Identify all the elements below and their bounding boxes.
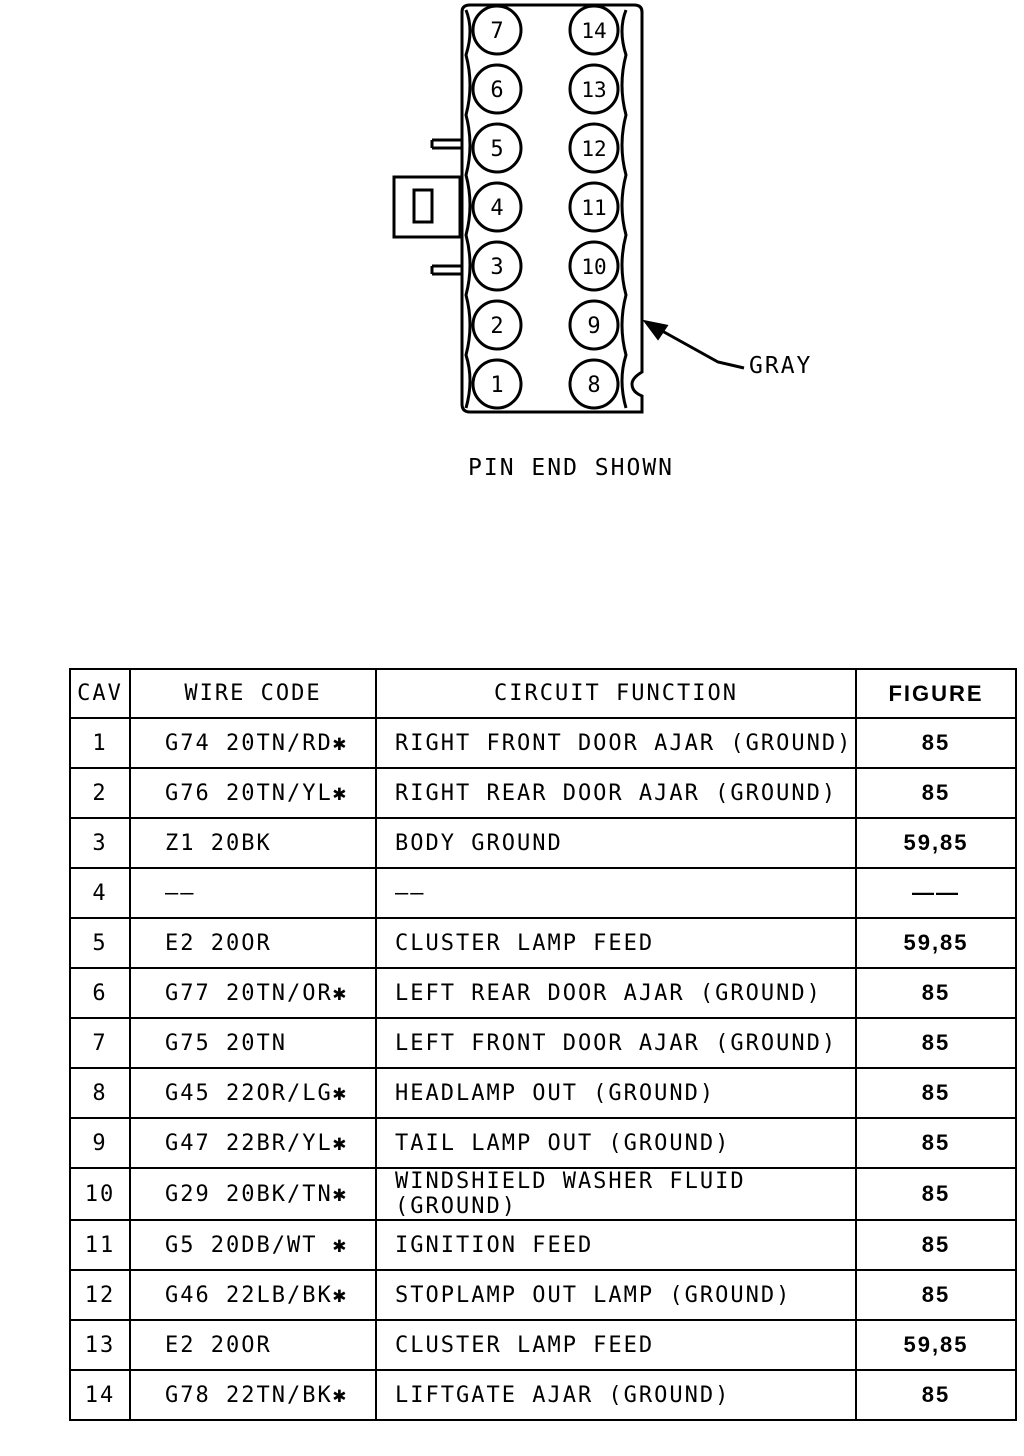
cell-cav: 10	[70, 1168, 130, 1220]
cell-wire-code: G77 20TN/OR✱	[130, 968, 376, 1018]
cell-wire-code: G47 22BR/YL✱	[130, 1118, 376, 1168]
table-row	[70, 1370, 1016, 1420]
cell-cav: 1	[70, 718, 130, 768]
pin-label: 12	[581, 137, 607, 161]
cell-circuit-function: CLUSTER LAMP FEED	[376, 918, 856, 968]
cell-figure: 85	[856, 1270, 1016, 1320]
cell-cav: 12	[70, 1270, 130, 1320]
table-header-row	[70, 669, 1016, 718]
table-row	[70, 818, 1016, 868]
cell-figure: 59,85	[856, 818, 1016, 868]
table-row	[70, 968, 1016, 1018]
cell-figure: 59,85	[856, 918, 1016, 968]
cell-wire-code: E2 20OR	[130, 918, 376, 968]
table-row	[70, 1068, 1016, 1118]
pin-label: 5	[490, 137, 504, 162]
cell-figure: 85	[856, 768, 1016, 818]
cell-circuit-function: LIFTGATE AJAR (GROUND)	[376, 1370, 856, 1420]
cell-circuit-function: IGNITION FEED	[376, 1220, 856, 1270]
cell-circuit-function: CLUSTER LAMP FEED	[376, 1320, 856, 1370]
table-row	[70, 868, 1016, 918]
pin-end-caption: PIN END SHOWN	[468, 455, 675, 481]
gray-label: GRAY	[749, 353, 813, 379]
cell-wire-code: G78 22TN/BK✱	[130, 1370, 376, 1420]
cell-wire-code: E2 20OR	[130, 1320, 376, 1370]
table-row	[70, 1220, 1016, 1270]
pin-label: 2	[490, 314, 504, 339]
cell-circuit-function: TAIL LAMP OUT (GROUND)	[376, 1118, 856, 1168]
cell-cav: 7	[70, 1018, 130, 1068]
cell-cav: 6	[70, 968, 130, 1018]
pin-label: 14	[581, 19, 607, 43]
cell-cav: 5	[70, 918, 130, 968]
cell-figure: 59,85	[856, 1320, 1016, 1370]
table-row	[70, 1168, 1016, 1220]
cell-figure: 85	[856, 1068, 1016, 1118]
header-circuit-function: CIRCUIT FUNCTION	[376, 669, 856, 718]
pin-label: 13	[581, 78, 607, 102]
cell-figure: 85	[856, 1220, 1016, 1270]
table-row	[70, 1018, 1016, 1068]
cell-cav: 11	[70, 1220, 130, 1270]
cell-cav: 8	[70, 1068, 130, 1118]
cell-cav: 13	[70, 1320, 130, 1370]
header-figure: FIGURE	[856, 669, 1016, 718]
table-row	[70, 768, 1016, 818]
wire-table	[69, 668, 1017, 1421]
cell-circuit-function: LEFT REAR DOOR AJAR (GROUND)	[376, 968, 856, 1018]
cell-wire-code: G76 20TN/YL✱	[130, 768, 376, 818]
pin-label: 9	[587, 314, 601, 339]
cell-wire-code: G45 22OR/LG✱	[130, 1068, 376, 1118]
cell-wire-code: ——	[130, 868, 376, 918]
pin-label: 8	[587, 373, 601, 398]
table-row	[70, 918, 1016, 968]
pin-label: 4	[490, 196, 504, 221]
pin-label: 1	[490, 373, 504, 398]
cell-circuit-function: LEFT FRONT DOOR AJAR (GROUND)	[376, 1018, 856, 1068]
cell-circuit-function: RIGHT REAR DOOR AJAR (GROUND)	[376, 768, 856, 818]
cell-circuit-function: STOPLAMP OUT LAMP (GROUND)	[376, 1270, 856, 1320]
cell-circuit-function: ——	[376, 868, 856, 918]
cell-figure: 85	[856, 1370, 1016, 1420]
cell-wire-code: G29 20BK/TN✱	[130, 1168, 376, 1220]
cell-circuit-function: BODY GROUND	[376, 818, 856, 868]
header-cav: CAV	[70, 669, 130, 718]
cell-cav: 3	[70, 818, 130, 868]
cell-wire-code: G5 20DB/WT ✱	[130, 1220, 376, 1270]
table-row	[70, 1270, 1016, 1320]
cell-figure: ——	[856, 868, 1016, 918]
cell-figure: 85	[856, 1018, 1016, 1068]
pin-label: 6	[490, 78, 504, 103]
pin-label: 3	[490, 255, 504, 280]
pin-label: 11	[581, 196, 607, 220]
latch	[394, 177, 460, 237]
cell-figure: 85	[856, 718, 1016, 768]
table-row	[70, 1118, 1016, 1168]
cell-figure: 85	[856, 968, 1016, 1018]
cell-wire-code: G75 20TN	[130, 1018, 376, 1068]
pin-label: 7	[490, 19, 504, 44]
cell-circuit-function: HEADLAMP OUT (GROUND)	[376, 1068, 856, 1118]
cell-cav: 14	[70, 1370, 130, 1420]
cell-circuit-function: WINDSHIELD WASHER FLUID (GROUND)	[376, 1168, 856, 1220]
cell-cav: 2	[70, 768, 130, 818]
cell-circuit-function: RIGHT FRONT DOOR AJAR (GROUND)	[376, 718, 856, 768]
table-row	[70, 718, 1016, 768]
table-row	[70, 1320, 1016, 1370]
connector-diagram	[0, 0, 1024, 520]
cell-figure: 85	[856, 1118, 1016, 1168]
cell-cav: 9	[70, 1118, 130, 1168]
cell-wire-code: G46 22LB/BK✱	[130, 1270, 376, 1320]
cell-cav: 4	[70, 868, 130, 918]
cell-wire-code: Z1 20BK	[130, 818, 376, 868]
pin-label: 10	[581, 255, 607, 279]
header-wire-code: WIRE CODE	[130, 669, 376, 718]
cell-wire-code: G74 20TN/RD✱	[130, 718, 376, 768]
cell-figure: 85	[856, 1168, 1016, 1220]
